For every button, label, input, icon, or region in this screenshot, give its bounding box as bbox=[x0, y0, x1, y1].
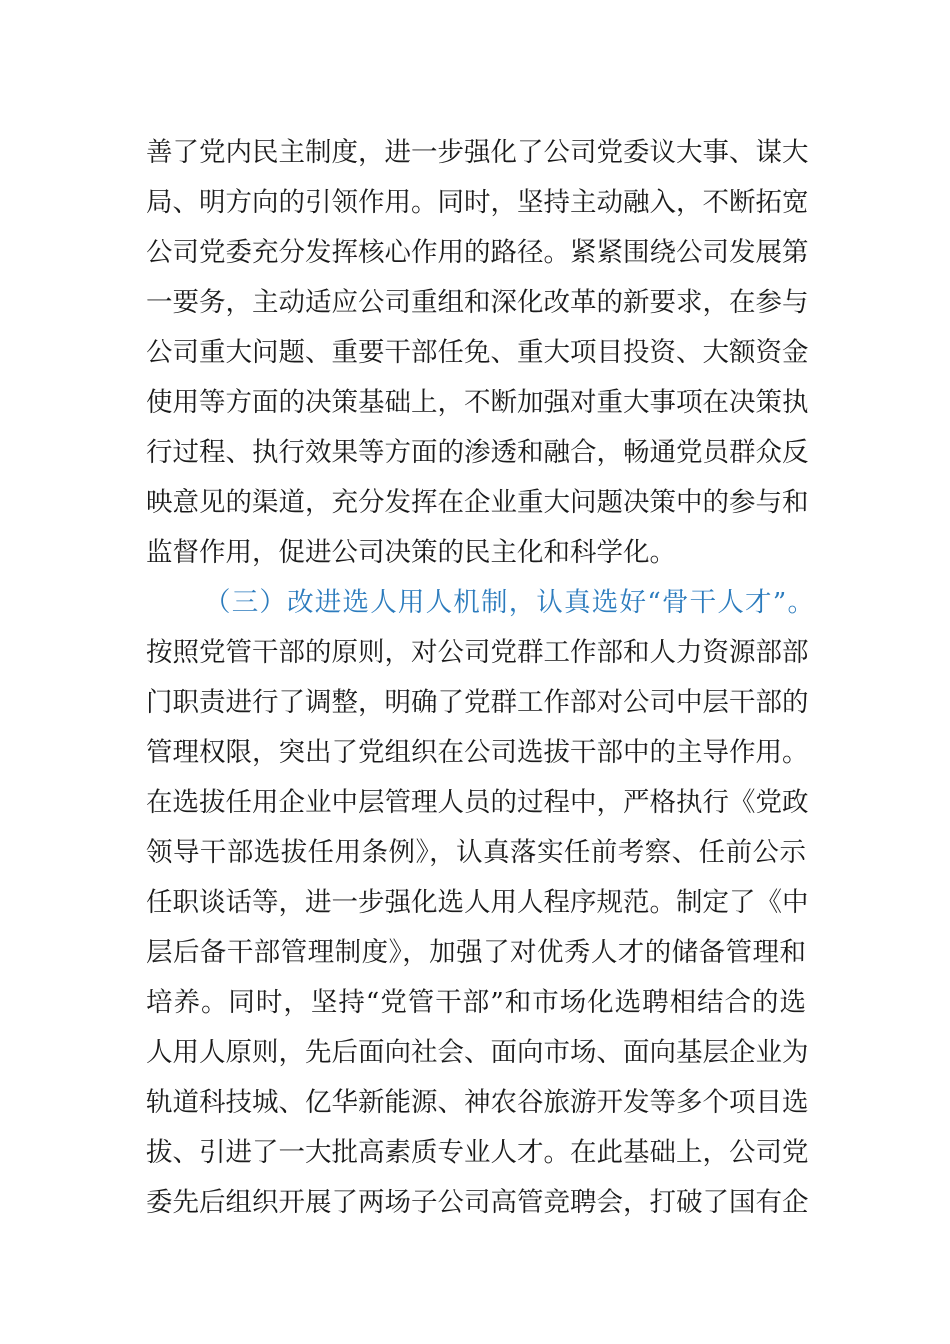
section-heading bbox=[146, 578, 816, 628]
text-line-content: 门职责进行了调整，明确了党群工作部对公司中层干部的 bbox=[146, 687, 809, 718]
text-line bbox=[146, 378, 809, 428]
text-line bbox=[146, 128, 809, 178]
text-line-content: 一要务，主动适应公司重组和深化改革的新要求，在参与 bbox=[146, 287, 809, 318]
text-line bbox=[146, 178, 809, 228]
text-line bbox=[146, 678, 809, 728]
text-line-content: 按照党管干部的原则，对公司党群工作部和人力资源部部 bbox=[146, 637, 809, 668]
text-line-content: 管理权限，突出了党组织在公司选拔干部中的主导作用。 bbox=[146, 737, 809, 768]
text-line bbox=[146, 1128, 809, 1178]
text-line bbox=[146, 978, 806, 1028]
text-line bbox=[146, 778, 809, 828]
text-line-content: 使用等方面的决策基础上，不断加强对重大事项在决策执 bbox=[146, 387, 809, 418]
text-line bbox=[146, 228, 809, 278]
text-line bbox=[146, 828, 806, 878]
text-line-content: 拔、引进了一大批高素质专业人才。在此基础上，公司党 bbox=[146, 1137, 809, 1168]
text-line-content: 行过程、执行效果等方面的渗透和融合，畅通党员群众反 bbox=[146, 437, 809, 468]
text-line-content: 培养。同时，坚持“党管干部”和市场化选聘相结合的选 bbox=[146, 987, 806, 1018]
text-line bbox=[146, 1078, 809, 1128]
text-line-content: 人用人原则，先后面向社会、面向市场、面向基层企业为 bbox=[146, 1037, 809, 1068]
text-line bbox=[146, 278, 809, 328]
text-line-content: 领导干部选拔任用条例》，认真落实任前考察、任前公示 bbox=[146, 837, 806, 868]
text-line bbox=[146, 528, 806, 578]
text-line-content: 层后备干部管理制度》，加强了对优秀人才的储备管理和 bbox=[146, 937, 806, 968]
text-line-content: 映意见的渠道，充分发挥在企业重大问题决策中的参与和 bbox=[146, 487, 809, 518]
text-line-content: 局、明方向的引领作用。同时，坚持主动融入，不断拓宽 bbox=[146, 187, 809, 218]
text-line bbox=[146, 1178, 809, 1228]
text-line bbox=[146, 428, 809, 478]
text-line bbox=[146, 1028, 809, 1078]
text-line bbox=[146, 928, 806, 978]
text-line bbox=[146, 328, 809, 378]
text-line bbox=[146, 728, 809, 778]
text-line-content: 任职谈话等，进一步强化选人用人程序规范。制定了《中 bbox=[146, 887, 809, 918]
document-body bbox=[146, 128, 816, 1228]
text-line-content: 在选拔任用企业中层管理人员的过程中，严格执行《党政 bbox=[146, 787, 809, 818]
text-line-content: 轨道科技城、亿华新能源、神农谷旅游开发等多个项目选 bbox=[146, 1087, 809, 1118]
text-line-content: 委先后组织开展了两场子公司高管竞聘会，打破了国有企 bbox=[146, 1187, 809, 1218]
text-line bbox=[146, 628, 809, 678]
text-line-content: 善了党内民主制度，进一步强化了公司党委议大事、谋大 bbox=[146, 137, 809, 168]
text-line-content: 公司党委充分发挥核心作用的路径。紧紧围绕公司发展第 bbox=[146, 237, 809, 268]
text-line-content: 公司重大问题、重要干部任免、重大项目投资、大额资金 bbox=[146, 337, 809, 368]
text-line bbox=[146, 878, 809, 928]
text-line bbox=[146, 478, 809, 528]
text-line-content: 监督作用，促进公司决策的民主化和科学化。 bbox=[146, 537, 676, 568]
text-line-content: （三）改进选人用人机制，认真选好“骨干人才”。 bbox=[204, 587, 816, 618]
